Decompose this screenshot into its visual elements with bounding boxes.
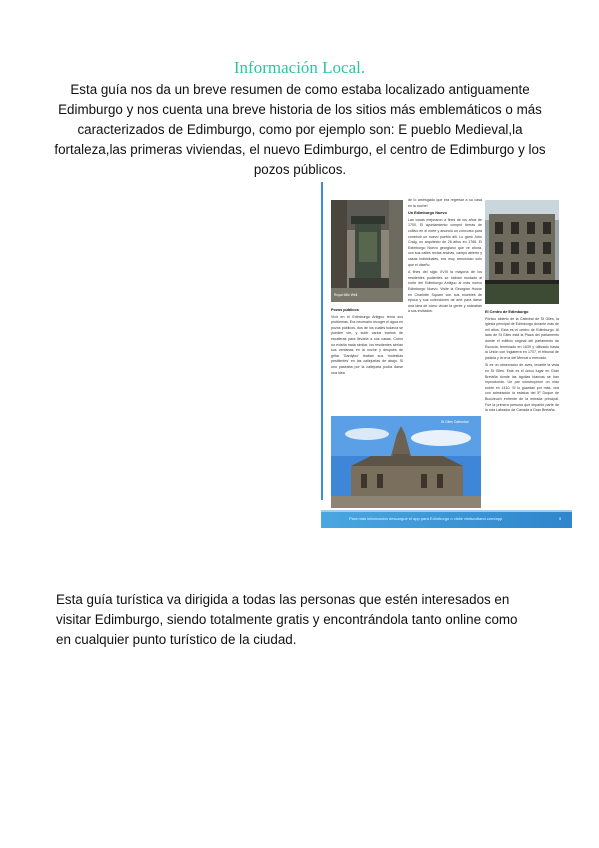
text-continuation: de lo arriesgado que era regresar a su casa en la noche! (408, 198, 482, 208)
photo-caption: St Giles Cathedral (441, 420, 469, 424)
heading-pozos-publicos: Pozos públicos (331, 308, 359, 312)
text-centro-1: Pórtico abierto de la Catedral de St Giles, la iglesia principal de Edimburgo durante más de mil años. Esta es el centro de Edimburgo. Al lado de St Giles está la Plaza del parlamento donde el edificio original del parlamento de Escocia, terminado en 1639 y utilizado hasta la Unión con Inglaterra en 1707, el tribunal de justicia y la cruz del Mercat o mercado. (485, 316, 559, 360)
column-centro-edimburgo (485, 308, 559, 416)
page-number: 5 (559, 516, 562, 521)
closing-paragraph: Esta guía turística va dirigida a todas las personas que estén interesados en visitar Edimburgo, siendo totalmente gratis y encontrándola tanto online como en cualquier punto turístico de la ciudad. (56, 592, 518, 647)
brochure-page-image (321, 182, 572, 530)
column-edimburgo-nuevo (408, 198, 482, 317)
text-centro-2: Si es un observador de aves, levante la vista en St Giles. Este es el único lugar en Gran Bretaña donde las águilas blancas se han reproducido. Un par construyeron un nido sobre en 1410. Si lo guardan por más, veá con admiración la estatua del 5º Duque de Buccleuch enfrente de la entrada principal. Fue la primera persona que impartió parte de la ruta Labrador de Canadá a Gran Bretaña. (485, 363, 559, 413)
brochure-accent-bar (321, 182, 323, 500)
heading-centro-edimburgo: El Centro de Edimburgo (485, 310, 529, 314)
column-pozos-publicos (331, 306, 403, 378)
photo-public-well (331, 200, 403, 302)
text-edimburgo-nuevo-2: A fines del siglo XVIII la mayoría de los residentes pudientes se habían mudado al norte del Edimburgo Antiguo al más nuevo Edimburgo Nuevo. Visite la Georgian House en Charlotte Square con sus muebles de época y sus colecciones de arte para darse una idea de cómo vivían la gente y rodeaban a sus invitados. (408, 270, 482, 314)
heading-edimburgo-nuevo: Un Edimburgo Nuevo (408, 211, 447, 216)
page-title: Información Local. (233, 58, 366, 77)
brochure-footer-bar (321, 512, 572, 528)
photo-georgian-building (485, 200, 559, 304)
text-edimburgo-nuevo-1: Las cosas mejoraron a fines de los años de 1700. El ayuntamiento compró tierras de cultivo en el norte y anunció un concurso para construir un nuevo pueblo allí. Lo ganó John Craig, un arquitecto de 26 años en 1766. El Edimburgo Nuevo georgiano que ve ahora, con sus calles rectas anchas, campo abierto y casas individuales, era muy armonioso solo que el diseño. (408, 217, 482, 267)
photo-caption: Royal Mile Well (334, 293, 358, 297)
intro-paragraph: Esta guía nos da un breve resumen de como estaba localizado antiguamente Edimburgo y nos cuenta una breve historia de los sitios más emblemáticos o más caracterizados de Edimburgo, como por ejemplo son: E pueblo Medieval,la fortaleza,las primeras viviendas, el nuevo Edimburgo, el centro de Edimburgo y los pozos públicos. (54, 82, 546, 177)
photo-st-giles-cathedral (331, 416, 481, 508)
footer-text: Para más información descargue el app para Edimburgo o visite visitscotland.com/app (349, 516, 503, 521)
text-pozos-publicos: Vivir en el Edimburgo Antiguo tenía sus problemas. Era necesario recoger el agua en pozos públicos, dos de los cuales todavía se pueden ver, y subir varios tramos de escaleras para llevarla a sus casas. Como no existía nada similar, los residentes abrían sus ventanas en la noche y después de gritar 'Gardyloo' tiraban sus 'molestias pestilentes' en las callejuelas de abajo. Si uno paseaba por la callejuela podía darse una idea (331, 314, 403, 375)
